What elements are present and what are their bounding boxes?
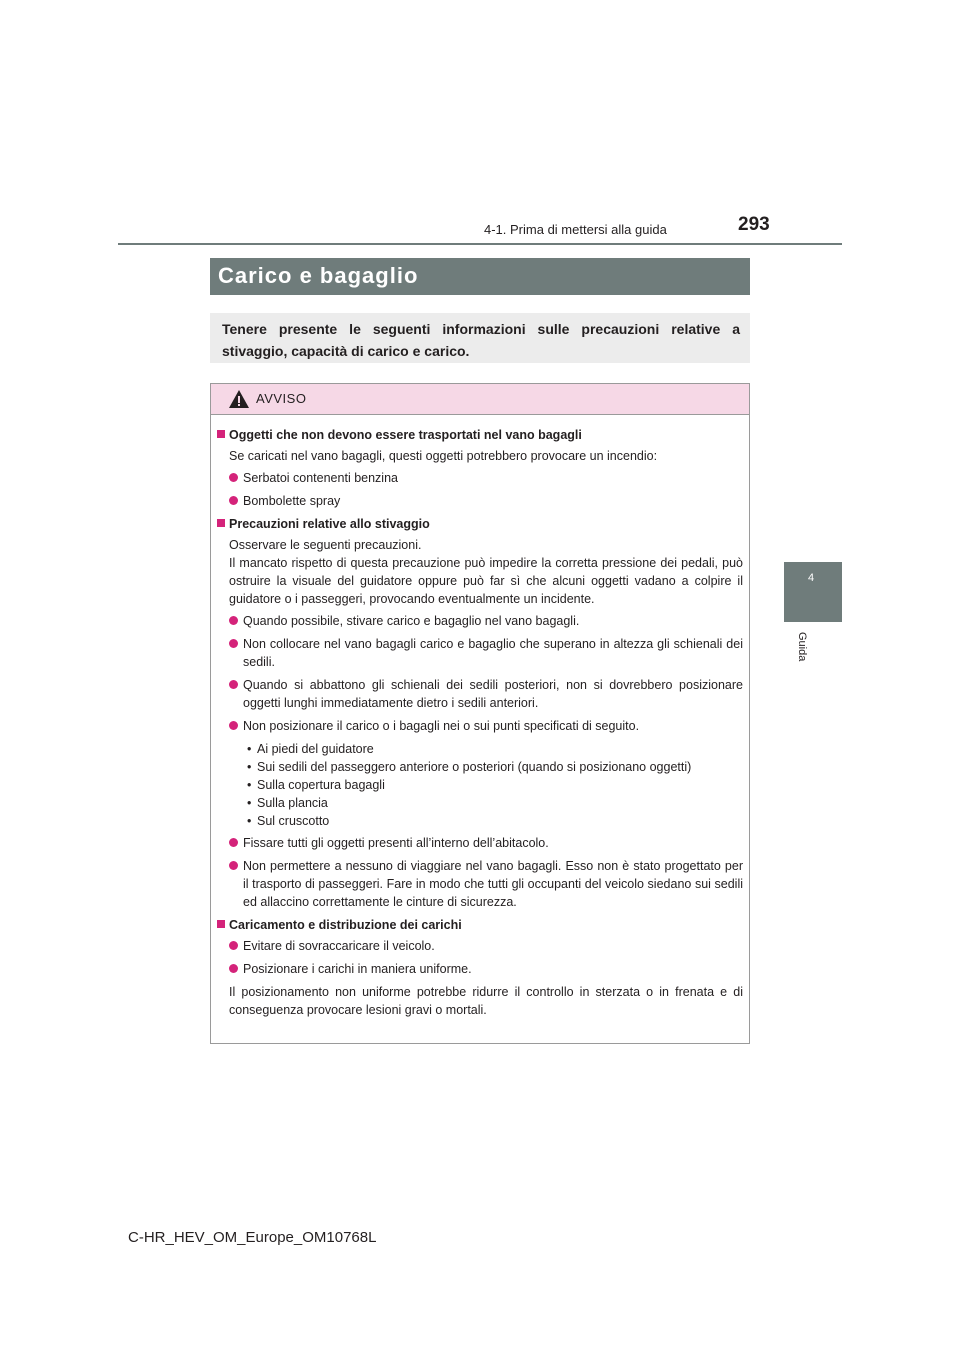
list-item: Serbatoi contenenti benzina (217, 469, 743, 487)
paragraph: Se caricati nel vano bagagli, questi oggetti potrebbero provocare un incendio: (229, 449, 658, 463)
section-heading: Caricamento e distribuzione dei carichi (217, 916, 743, 934)
warning-section-load-distribution (217, 916, 743, 1019)
warning-section-stowage (217, 515, 743, 911)
header-divider (118, 243, 842, 245)
warning-section-forbidden-items (217, 426, 743, 510)
bullet-icon (229, 473, 238, 482)
section-title: 4-1. Prima di mettersi alla guida (484, 222, 667, 237)
intro-text: Tenere presente le seguenti informazioni sulle precauzioni relative a stivaggio, capacità di carico e carico. (222, 321, 740, 359)
bullet-icon (229, 941, 238, 950)
paragraph: Il posizionamento non uniforme potrebbe ridurre il controllo in sterzata o in frenata e di conseguenza provocare lesioni gravi o mortali. (229, 985, 743, 1017)
warning-box (210, 383, 750, 1044)
bullet-icon (229, 964, 238, 973)
title-bar (210, 258, 750, 295)
sub-list-item: • Sulla plancia (217, 794, 743, 812)
list-item: Evitare di sovraccaricare il veicolo. (217, 937, 743, 955)
list-item: Non posizionare il carico o i bagagli nei o sui punti specificati di seguito. (217, 717, 743, 735)
warning-header (211, 384, 749, 415)
paragraph: Il mancato rispetto di questa precauzione può impedire la corretta pressione dei pedali, può ostruire la visuale del guidatore oppure può far sì che alcuni oggetti vadano a colpire il guidatore o i passeggeri, provocando eventualmente un incidente. (229, 556, 743, 606)
page-number: 293 (738, 214, 770, 235)
warning-title: AVVISO (256, 391, 307, 406)
list-item: Quando possibile, stivare carico e bagaglio nel vano bagagli. (217, 612, 743, 630)
document-code: C-HR_HEV_OM_Europe_OM10768L (128, 1229, 377, 1246)
list-item: Non permettere a nessuno di viaggiare nel vano bagagli. Esso non è stato progettato per il trasporto di passeggeri. Fare in modo che tutti gli occupanti del veicolo siedano sui sedili ed allaccino correttamente le cinture di sicurezza. (217, 857, 743, 911)
bullet-icon (229, 639, 238, 648)
sub-list-item: • Sul cruscotto (217, 812, 743, 830)
chapter-label: Guida (796, 632, 808, 662)
bullet-icon (229, 861, 238, 870)
bullet-icon (229, 496, 238, 505)
bullet-icon (229, 680, 238, 689)
sub-list-item: • Sui sedili del passeggero anteriore o posteriori (quando si posizionano oggetti) (217, 758, 743, 776)
list-item: Fissare tutti gli oggetti presenti all’interno dell’abitacolo. (217, 834, 743, 852)
list-item: Bombolette spray (217, 492, 743, 510)
section-heading: Precauzioni relative allo stivaggio (217, 515, 743, 533)
list-item: Non collocare nel vano bagagli carico e bagaglio che superano in altezza gli schienali dei sedili. (217, 635, 743, 671)
bullet-icon (229, 721, 238, 730)
intro-box (210, 313, 750, 363)
bullet-icon (229, 838, 238, 847)
chapter-tab (784, 562, 842, 622)
page-title: Carico e bagaglio (218, 263, 419, 288)
sub-list-item: • Sulla copertura bagagli (217, 776, 743, 794)
warning-body (211, 415, 749, 1019)
list-item: Posizionare i carichi in maniera uniforme. (217, 960, 743, 978)
paragraph: Osservare le seguenti precauzioni. (229, 538, 422, 552)
sub-list (217, 740, 743, 830)
list-item: Quando si abbattono gli schienali dei sedili posteriori, non si dovrebbero posizionare oggetti lunghi immediatamente dietro i sedili anteriori. (217, 676, 743, 712)
sub-list-item: • Ai piedi del guidatore (217, 740, 743, 758)
bullet-icon (229, 616, 238, 625)
section-heading: Oggetti che non devono essere trasportati nel vano bagagli (217, 426, 743, 444)
chapter-number: 4 (808, 572, 815, 584)
